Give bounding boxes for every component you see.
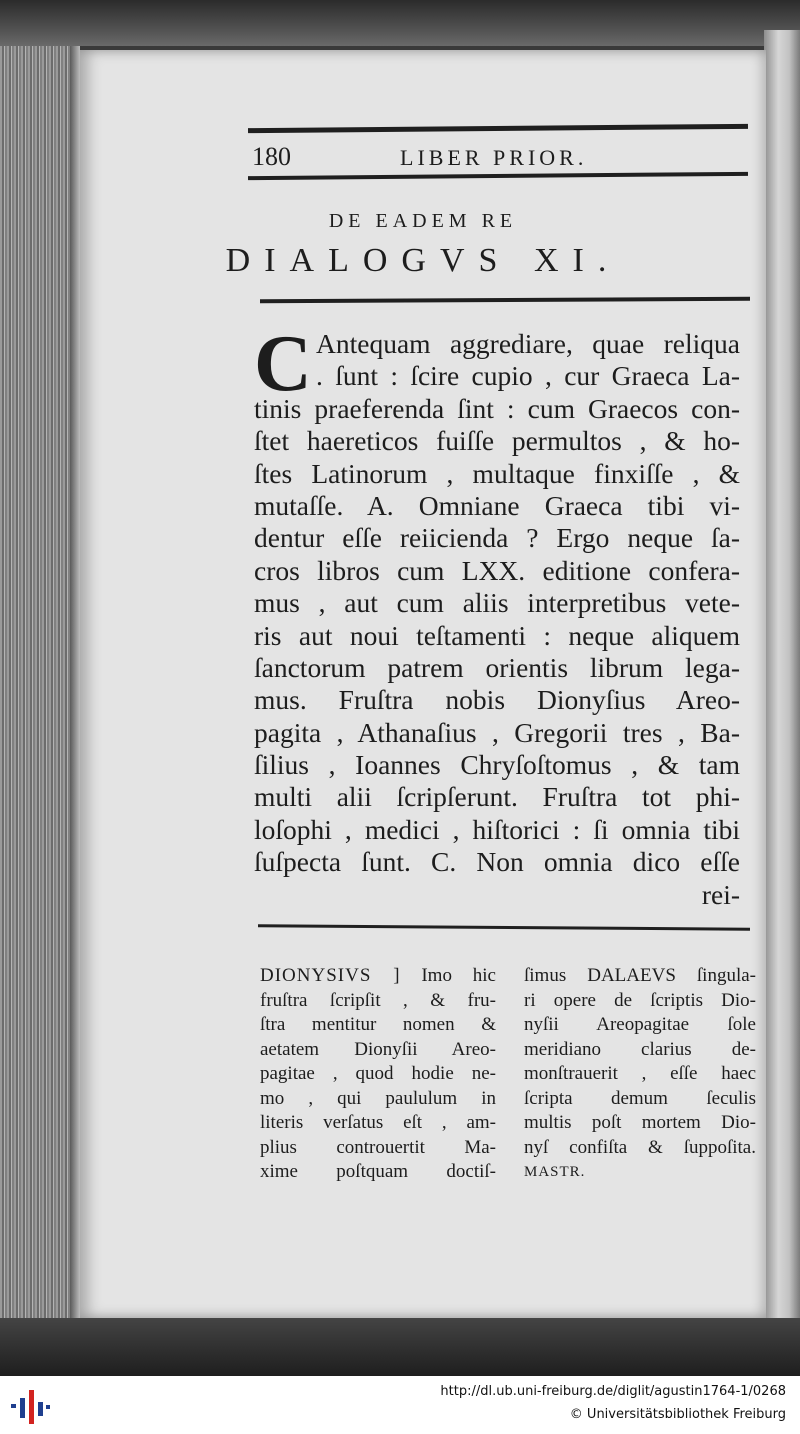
text-line: loſophi , medici , hiſtorici : ſi omnia tibi <box>254 813 740 845</box>
footnote-lemma: DIONYSIVS ] <box>260 965 401 986</box>
notes-rule <box>258 924 750 930</box>
footnote-line: ſtra mentitur nomen & <box>260 1014 496 1035</box>
text-line: ſtes Latinorum , multaque finxiſſe , & <box>254 457 740 489</box>
footnote-line: nyſ confiſta & ſuppoſita. <box>524 1136 756 1158</box>
text-line: ſanctorum patrem orientis librum lega- <box>254 651 740 683</box>
footnote-left-column <box>260 964 496 1185</box>
footnote-signature: MASTR. <box>524 1164 586 1180</box>
title-rule <box>260 297 750 304</box>
text-line: ſtet haereticos fuiſſe permultos , & ho- <box>254 425 740 457</box>
book-cover-top <box>0 0 800 46</box>
text-line: mus. Fruſtra nobis Dionyſius Areo- <box>254 684 740 716</box>
footnote-line: literis verſatus eſt , am- <box>260 1112 496 1133</box>
footnote-right-column <box>524 964 756 1185</box>
dialogue-subtitle: DE EADEM RE <box>328 210 518 232</box>
footnote-line: meridiano clarius de- <box>524 1038 756 1060</box>
running-head: LIBER PRIOR. <box>400 145 588 170</box>
text-line: pagita , Athanaſius , Gregorii tres , Ba- <box>254 716 740 748</box>
header-rule-bottom <box>248 172 748 180</box>
header-rule-top <box>248 124 748 133</box>
text-line: Antequam aggrediare, quae reliqua <box>316 328 740 359</box>
drop-cap: C <box>254 320 312 408</box>
book-cover-bottom <box>0 1318 800 1376</box>
dialogue-title: DIALOGVS XI. <box>225 242 621 279</box>
footnote-line: ri opere de ſcriptis Dio- <box>524 989 756 1011</box>
footnote-line: mo , qui paululum in <box>260 1087 496 1109</box>
text-line: ſuſpecta ſunt. C. Non omnia dico eſſe <box>254 846 740 878</box>
catchword: rei- <box>701 878 740 910</box>
footnote-line: ſcripta demum ſeculis <box>524 1087 756 1109</box>
text-line: multi alii ſcripſerunt. Fruſtra tot phi- <box>254 781 740 813</box>
book-page <box>80 50 766 1318</box>
page-number: 180 <box>252 142 291 171</box>
main-text <box>254 328 740 911</box>
footnote-line: pagitae , quod hodie ne- <box>260 1063 496 1084</box>
footnote-line: monſtrauerit , eſſe haec <box>524 1063 756 1084</box>
viewer-footer <box>0 1376 800 1434</box>
page-edges-left <box>0 46 80 1336</box>
page-edges-right <box>764 30 800 1320</box>
permalink-url[interactable]: http://dl.ub.uni-freiburg.de/diglit/agustin1764-1/0268 <box>440 1384 786 1399</box>
text-line: cros libros cum LXX. editione confera- <box>254 554 740 586</box>
text-line: mutaſſe. A. Omniane Graeca tibi vi- <box>254 489 740 521</box>
text-line: mus , aut cum aliis interpretibus vete- <box>254 587 740 619</box>
footnote-line: nyſii Areopagitae ſole <box>524 1014 756 1035</box>
text-line: ris aut noui teſtamenti : neque aliquem <box>254 619 740 651</box>
footnote-line: ſimus DALAEVS ſingula- <box>524 965 756 986</box>
ub-freiburg-logo-icon[interactable] <box>8 1386 52 1426</box>
footnote-line: plius controuertit Ma- <box>260 1136 496 1158</box>
text-line: tinis praeferenda ſint : cum Graecos con- <box>254 392 740 424</box>
text-line: dentur eſſe reiicienda ? Ergo neque ſa- <box>254 522 740 554</box>
footnote-line: DIONYSIVS ] Imo hic <box>260 965 496 986</box>
text-line: . ſunt : ſcire cupio , cur Graeca La- <box>316 360 740 392</box>
footnote-line: multis poſt mortem Dio- <box>524 1112 756 1133</box>
text-line: ſilius , Ioannes Chryſoſtomus , & tam <box>254 749 740 781</box>
footnote-line: aetatem Dionyſii Areo- <box>260 1038 496 1060</box>
footnote-line: fruſtra ſcripſit , & fru- <box>260 989 496 1011</box>
copyright-notice: © Universitätsbibliothek Freiburg <box>569 1407 786 1422</box>
footnote-line: xime poſtquam doctiſ- <box>260 1161 496 1182</box>
